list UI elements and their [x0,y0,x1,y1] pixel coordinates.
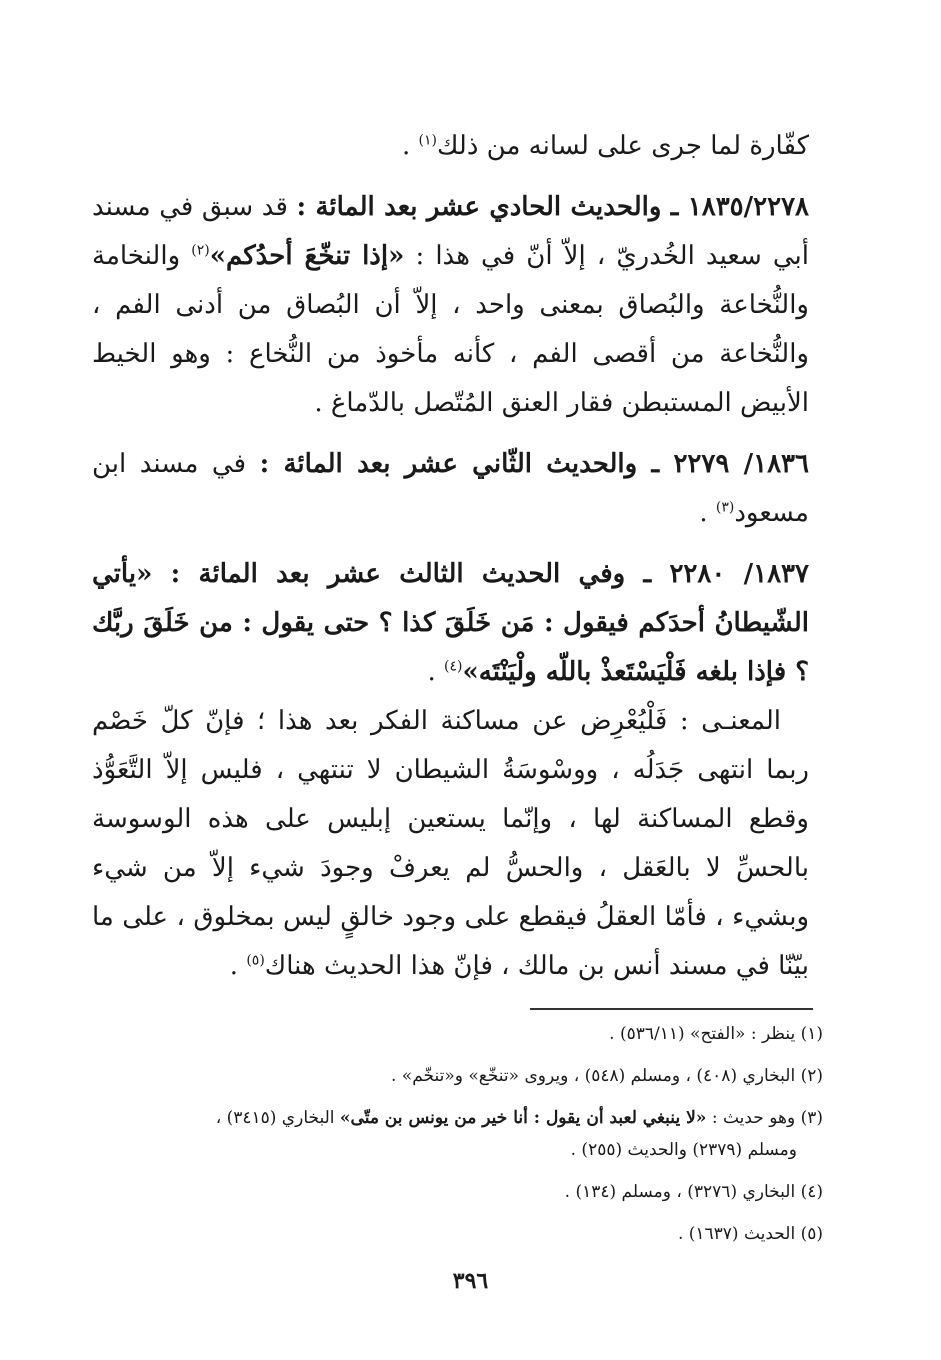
footnote-3-quote: «لا ينبغي لعبد أن يقول : أنا خير من يونس بن متّى» [339,1108,707,1128]
main-text [92,122,809,991]
hadith-1835-quote: «إذا تنخّعَ أحدُكم» [209,241,405,271]
hadith-1837-heading: ١٨٣٧/ ٢٢٨٠ ـ وفي الحديث الثالث عشر بعد المائة : [152,559,809,589]
footnote-ref-4: (٤) [444,658,463,675]
footnote-3-continued: ومسلم (٢٣٧٩) والحديث (٢٥٥) . [570,1140,797,1160]
footnote-5: (٥) الحديث (١٦٣٧) . [677,1224,823,1244]
footnote-2: (٢) البخاري (٤٠٨) ، ومسلم (٥٤٨) ، ويروى «تنخّع» و«تنخّم» . [391,1066,823,1086]
footnote-ref-2: (٢) [191,242,210,259]
hadith-1837: ١٨٣٧/ ٢٢٨٠ ـ وفي الحديث الثالث عشر بعد المائة : «يأتي الشّيطانُ أحدَكم فيقول : مَن خَلَقَ كذا ؟ حتى يقول : من خَلَقَ ربَّك ؟ فإذا بلغه فَلْيَسْتَعذْ باللّه ولْيَنْتَه»$^{(٤)}$ . [92,559,809,687]
hadith-1836: ١٨٣٦/ ٢٢٧٩ ـ والحديث الثّاني عشر بعد المائة : في مسند ابن مسعود$^{(٣)}$ . [92,449,809,528]
footnote-ref-5: (٥) [246,952,265,969]
footnote-divider [530,1008,813,1010]
footnote-ref-3: (٣) [715,499,735,516]
footnote-1: (١) ينظر : «الفتح» (٥٣٦/١١) . [609,1024,823,1044]
footnote-3: (٣) وهو حديث : «لا ينبغي لعبد أن يقول : أنا خير من يونس بن متّى» البخاري (٣٤١٥) ، ومسلم (٢٣٧٩) والحديث (٢٥٥) . [215,1108,823,1160]
page-number: ٣٩٦ [452,1268,489,1294]
paragraph-intro: كفّارة لما جرى على لسانه من ذلك$^{(١)}$ . [402,131,809,161]
footnotes [92,1018,823,1260]
hadith-1837-quote: «يأتي الشّيطانُ أحدَكم فيقول : مَن خَلَقَ كذا ؟ حتى يقول : من خَلَقَ ربَّك ؟ فإذا بلغه فَلْيَسْتَعذْ باللّه ولْيَنْتَه» [92,559,809,687]
footnote-4: (٤) البخاري (٣٢٧٦) ، ومسلم (١٣٤) . [564,1182,823,1202]
hadith-1835-heading: ١٨٣٥/٢٢٧٨ ـ والحديث الحادي عشر بعد المائة : [296,192,809,222]
paragraph-meaning: المعنـى : فَلْيُعْرِض عن مساكنة الفكر بعد هذا ؛ فإنّ كلّ خَصْم ربما انتهى جَدَلُه ، ووسْوسَةُ الشيطان لا تنتهي ، فليس إلاّ التَّعَوُّذ وقطع المساكنة لها ، وإنّما يستعين إبليس على هذه الوسوسة بالحسِّ لا بالعَقل ، والحسُّ لم يعرفْ وجودَ شيء إلاّ من شيء وبشيء ، فأمّا العقلُ فيقطع على وجود خالقٍ ليس بمخلوق ، على ما بيّنّا في مسند أنس بن مالك ، فإنّ هذا الحديث هناك$^{(٥)}$ . [92,706,809,981]
hadith-1836-heading: ١٨٣٦/ ٢٢٧٩ ـ والحديث الثّاني عشر بعد المائة : [259,449,809,479]
hadith-1835: ١٨٣٥/٢٢٧٨ ـ والحديث الحادي عشر بعد المائة : قد سبق في مسند أبي سعيد الخُدريّ ، إلاّ أنّ في هذا : «إذا تنخّعَ أحدُكم»$^{(٢)}$ والنخامة والنُّخاعة والبُصاق بمعنى واحد ، إلاّ أن البُصاق من أدنى الفم ، والنُّخاعة من أقصى الفم ، كأنه مأخوذ من النُّخاع : وهو الخيط الأبيض المستبطن فقار العنق المُتّصل بالدّماغ . [92,192,809,418]
footnote-ref-1: (١) [418,132,437,149]
